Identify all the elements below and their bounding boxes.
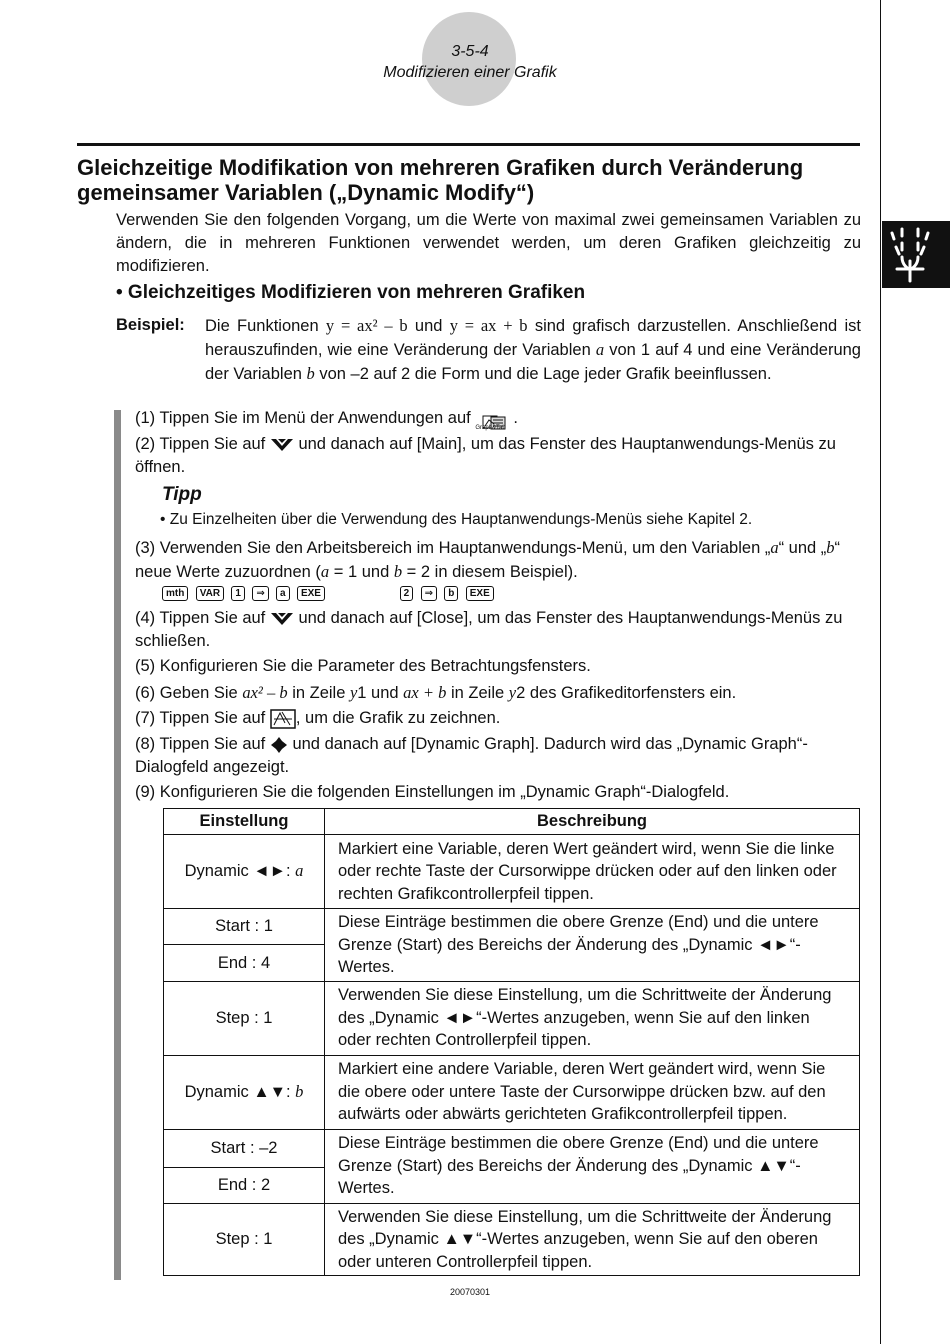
- table-row: [164, 1055, 860, 1129]
- setting-start-lr: Start : 1: [164, 909, 325, 945]
- table-row: [164, 1203, 860, 1276]
- setting-end-ud: End : 2: [164, 1167, 325, 1203]
- header-description: Beschreibung: [325, 809, 860, 835]
- chapter-tab: [882, 221, 950, 288]
- step-9: (9) Konfigurieren Sie die folgenden Einstellungen im „Dynamic Graph“-Dialogfeld.: [135, 783, 730, 801]
- step-7: (7) Tippen Sie auf , um die Grafik zu zeichnen.: [135, 709, 501, 727]
- subheading: • Gleichzeitiges Modifizieren von mehreren Grafiken: [116, 282, 586, 303]
- desc-range-ud: Diese Einträge bestimmen die obere Grenze (End) und die untere Grenze (Start) des Bereichs der Änderung des „Dynamic ▲▼“-Wertes.: [325, 1129, 860, 1203]
- key-a[interactable]: a: [276, 586, 290, 601]
- setting-dynamic-lr: Dynamic ◄►: a: [164, 835, 325, 909]
- setting-step-ud: Step : 1: [164, 1203, 325, 1276]
- tip-label: Tipp: [162, 484, 202, 505]
- key-assign[interactable]: ⇒: [252, 586, 268, 601]
- tip-item: • Zu Einzelheiten über die Verwendung des Hauptanwendungs-Menüs siehe Kapitel 2.: [160, 511, 753, 528]
- step-8: (8) Tippen Sie auf und danach auf [Dynamic Graph]. Dadurch wird das „Dynamic Graph“-Dialogfeld angezeigt.: [135, 735, 808, 776]
- footer-date: 20070301: [449, 1287, 491, 1297]
- header-rule: [77, 143, 860, 146]
- key-b[interactable]: b: [444, 586, 458, 601]
- desc-step-ud: Verwenden Sie diese Einstellung, um die Schrittweite der Änderung des „Dynamic ▲▼“-Wertes anzugeben, wenn Sie auf den oberen oder unteren Controllerpfeil tippen.: [325, 1203, 860, 1276]
- table-row: [164, 1129, 860, 1167]
- step-6: (6) Geben Sie ax² – b in Zeile y1 und ax + b in Zeile y2 des Grafikeditorfensters ein.: [135, 683, 737, 702]
- key-mth[interactable]: mth: [162, 586, 188, 601]
- key-var[interactable]: VAR: [196, 586, 224, 601]
- setting-start-ud: Start : –2: [164, 1129, 325, 1167]
- example-label: Beispiel:: [116, 316, 185, 334]
- intro-paragraph: Verwenden Sie den folgenden Vorgang, um die Werte von maximal zwei gemeinsamen Variablen zu ändern, die in mehreren Funktionen verwendet werden, um deren Grafiken gleichzeitig zu modifizieren.: [116, 211, 861, 275]
- header-setting: Einstellung: [164, 809, 325, 835]
- page-heading: Gleichzeitige Modifikation von mehreren Grafiken durch Veränderung gemeinsamer Variablen („Dynamic Modify“): [77, 155, 804, 205]
- desc-range-lr: Diese Einträge bestimmen die obere Grenze (End) und die untere Grenze (Start) des Bereichs der Änderung des „Dynamic ◄►“-Wertes.: [325, 909, 860, 982]
- desc-dynamic-ud: Markiert eine andere Variable, deren Wert geändert wird, wenn Sie die obere oder untere Taste der Cursorwippe drücken bzw. auf den aufwärts oder abwärts gerichteten Grafikcontrollerpfeil tippen.: [325, 1055, 860, 1129]
- margin-line: [880, 0, 881, 1344]
- menu-chevron-icon[interactable]: [270, 437, 294, 453]
- graph-tab-caption: Graph&Tab: [475, 425, 506, 431]
- desc-dynamic-lr: Markiert eine Variable, deren Wert geändert wird, wenn Sie die linke oder rechte Taste der Cursorwippe drücken oder auf den linken oder rechten Grafikcontrollerpfeil tippen.: [325, 835, 860, 909]
- desc-step-lr: Verwenden Sie diese Einstellung, um die Schrittweite der Änderung des „Dynamic ◄►“-Wertes anzugeben, wenn Sie auf den linken oder rechten Controllerpfeil tippen.: [325, 981, 860, 1055]
- table-row: [164, 981, 860, 1055]
- key-sequence: [162, 586, 498, 601]
- key-1[interactable]: 1: [231, 586, 245, 601]
- example-text: Die Funktionen y = ax² – b und y = ax + b sind grafisch darzustellen. Anschließend ist herauszufinden, wie eine Veränderung der Variablen a von 1 auf 4 und eine Veränderung der Variablen b von –2 auf 2 die Form und die Lage jeder Grafik beeinflussen.: [205, 316, 861, 383]
- setting-end-lr: End : 4: [164, 945, 325, 981]
- diamond-menu-icon[interactable]: [270, 736, 288, 754]
- page-number: 3-5-4: [451, 43, 489, 60]
- step-1: (1) Tippen Sie im Menü der Anwendungen auf Graph&Tab .: [135, 409, 518, 431]
- menu-chevron-icon[interactable]: [270, 611, 294, 627]
- key-exe[interactable]: EXE: [297, 586, 325, 601]
- settings-table: [163, 808, 860, 1276]
- setting-dynamic-ud: Dynamic ▲▼: b: [164, 1055, 325, 1129]
- draw-graph-icon[interactable]: [270, 709, 296, 729]
- key-assign[interactable]: ⇒: [421, 586, 437, 601]
- step-2: (2) Tippen Sie auf und danach auf [Main], um das Fenster des Hauptanwendungs-Menüs zu öffnen.: [135, 435, 836, 476]
- table-row: [164, 835, 860, 909]
- key-exe[interactable]: EXE: [466, 586, 494, 601]
- section-title: Modifizieren einer Grafik: [383, 64, 557, 81]
- conics-icon: [882, 221, 950, 288]
- setting-step-lr: Step : 1: [164, 981, 325, 1055]
- step-3: (3) Verwenden Sie den Arbeitsbereich im Hauptanwendungs-Menü, um den Variablen „a“ und „b“ neue Werte zuzuordnen (a = 1 und b = 2 in diesem Beispiel).: [135, 538, 841, 581]
- key-2[interactable]: 2: [400, 586, 414, 601]
- table-header-row: [164, 809, 860, 835]
- step-5: (5) Konfigurieren Sie die Parameter des Betrachtungsfensters.: [135, 657, 591, 675]
- table-row: [164, 909, 860, 945]
- step-4: (4) Tippen Sie auf und danach auf [Close], um das Fenster des Hauptanwendungs-Menüs zu schließen.: [135, 609, 843, 650]
- procedure-sidebar: [114, 410, 121, 1280]
- graph-tab-app-icon[interactable]: [475, 411, 513, 433]
